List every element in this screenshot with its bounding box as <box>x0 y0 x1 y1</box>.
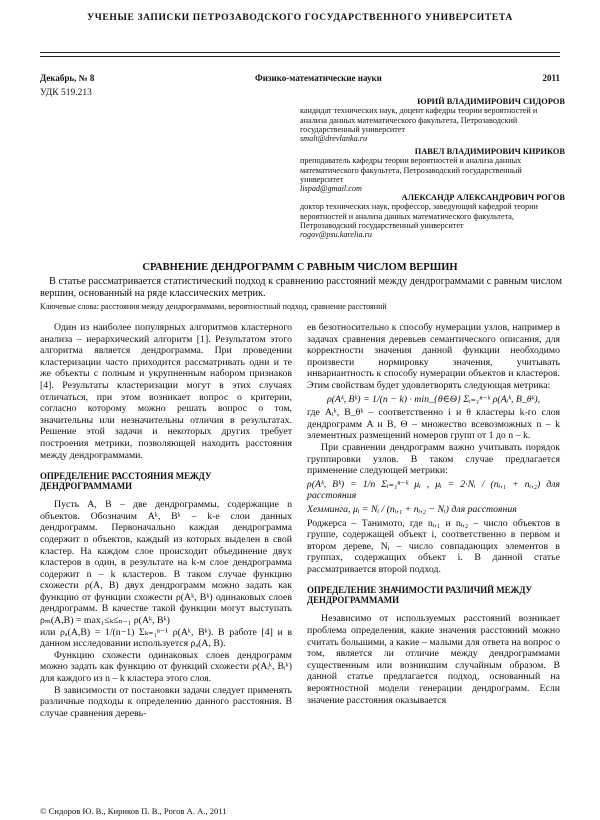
author-email[interactable]: lispad@gmail.com <box>300 184 362 194</box>
year-label: 2011 <box>542 73 560 83</box>
paragraph: Пусть A, B – две дендрограммы, содержащие n объектов. Обозначим Aᵏ, Bᵏ – k-е слои данных дендрограмм. Первоначально каждая дендрограмма содержит n объектов, каждый из которых выделен в свой кластер. На каждом слое происходит объединение двух кластеров в один, в результате на k-м слое дендрограмма содержит n – k кластеров. В таком случае функцию схожести ρ(A, B) двух дендрограмм можно задать как функцию от функции схожести ρ(Aᵏ, Bᵏ) одинаковых слоев дендрограмм. В качестве такой функции могут выступать ρₘ(A,B) = max₁≤ₖ≤ₙ₋₁ ρ(Aᵏ, Bᵏ) <box>40 499 292 627</box>
paragraph: Независимо от используемых расстояний возникает проблема определения, какие значения расстояний можно считать большими, а какие – малыми для ответа на вопрос о том, является ли отличие между дендрограммами существенным или возникшим случайным образом. В данной статье предлагается подход, основанный на вероятностной модели генерации дендрограмм. Если значение расстояния оказывается <box>307 613 560 706</box>
section-heading: ОПРЕДЕЛЕНИЕ РАССТОЯНИЯ МЕЖДУ ДЕНДРОГРАММАМИ <box>40 471 212 492</box>
author-email[interactable]: rogov@psu.karelia.ru <box>300 230 372 240</box>
paragraph: В зависимости от постановки задачи следует применять различные подходы к определению данного расстояния. В случае сравнения деревь- <box>40 684 292 719</box>
issue-meta <box>40 73 560 83</box>
author-name: ЮРИЙ ВЛАДИМИРОВИЧ СИДОРОВ <box>417 97 565 106</box>
formula-metric: ρ(Aᵏ, Bᵏ) = 1/(n − k) · min_{θ∈Θ} Σᵢ₌₁ⁿ⁻ᵏ ρ(Aᵢᵏ, B_θᵏ), <box>326 393 541 405</box>
right-column <box>307 322 560 706</box>
author-block-1 <box>300 97 565 143</box>
formula-rogers: Хемминга, μᵢ = Nᵢ / (nᵢ,₁ + nᵢ,₂ − Nᵢ) для расстояния <box>307 503 517 515</box>
author-email[interactable]: smalt@drevlanka.ru <box>300 134 368 144</box>
section-label: Физико-математические науки <box>255 73 382 83</box>
copyright: © Сидоров Ю. В., Кириков П. В., Рогов А. А., 2011 <box>40 806 227 816</box>
journal-title: УЧЕНЫЕ ЗАПИСКИ ПЕТРОЗАВОДСКОГО ГОСУДАРСТВЕННОГО УНИВЕРСИТЕТА <box>87 12 513 23</box>
paragraph: где Aᵢᵏ, B_θᵏ – соответственно i и θ кластеры k-го слоя дендрограмм A и B, Θ – множество всевозможных n – k элементных размещений номеров групп от 1 до n – k. <box>307 407 560 442</box>
article-title: СРАВНЕНИЕ ДЕНДРОГРАММ С РАВНЫМ ЧИСЛОМ ВЕРШИН <box>142 262 458 273</box>
section-heading: ОПРЕДЕЛЕНИЕ ЗНАЧИМОСТИ РАЗЛИЧИЙ МЕЖДУ ДЕНДРОГРАММАМИ <box>307 585 533 606</box>
author-name: ПАВЕЛ ВЛАДИМИРОВИЧ КИРИКОВ <box>414 147 565 156</box>
author-name: АЛЕКСАНДР АЛЕКСАНДРОВИЧ РОГОВ <box>401 193 565 202</box>
header-rule-bottom <box>40 56 560 57</box>
left-column <box>40 322 292 719</box>
paragraph: Роджерса – Танимото, где nᵢ,₁ и nᵢ,₂ – число объектов в группе, содержащей объект i, соответственно в первом и втором дереве, Nᵢ – число совпадающих элементов в группах, содержащих объект i. В данной статье рассматривается второй подход. <box>307 517 560 575</box>
paragraph: При сравнении дендрограмм важно учитывать порядок группировки узлов. В таком случае предлагается применение следующей метрики: <box>307 441 560 477</box>
issue-label: Декабрь, № 8 <box>40 73 95 83</box>
author-affiliation: преподаватель кафедры теории вероятностей и анализа данных математического факультета, Петрозаводский государственный университет <box>300 156 522 184</box>
paragraph: или ρₐ(A,B) = 1/(n−1) Σₖ₌₁ⁿ⁻¹ ρ(Aᵏ, Bᵏ). В работе [4] и в данном исследовании используется ρₐ(A, B). <box>40 626 292 650</box>
header-rule-top <box>40 52 560 53</box>
formula-hamming: ρ(Aᵏ, Bᵏ) = 1/n Σᵢ₌₁ⁿ⁻ᵏ μᵢ , μᵢ = 2·Nᵢ / (nᵢ,₁ + nᵢ,₂) для расстояния <box>307 478 560 502</box>
udk-code: УДК 519.213 <box>40 88 92 98</box>
paragraph: Функцию схожести одинаковых слоев дендрограмм можно задать как функцию от функций схожести ρ(Aᵢᵏ, Bᵢᵏ) для каждого из n – k кластера этого слоя. <box>40 649 292 685</box>
paragraph: ев безотносительно к способу нумерации узлов, например в задачах сравнения деревьев семантического описания, для корректности значения данной функции необходимо произвести нормировку значения, учитывать инвариантность к способу нумерации объектов и кластеров. Этим свойствам будет удовлетворять следующая метрика: <box>307 322 560 391</box>
author-block-2 <box>300 147 565 193</box>
keywords: Ключевые слова: расстояния между дендрограммами, вероятностный подход, сравнение расстояний <box>40 302 387 311</box>
paragraph: Один из наиболее популярных алгоритмов кластерного анализа – иерархический алгоритм [1]. Результатом этого алгоритма является дендрограмма. При проведении кластеризации часто приходится рассматривать одни и те же объекты с полным и укрупненным набором признаков [4]. Результаты кластеризации могут в этих случаях отличаться, при этом возникает вопрос о критерии, согласно которому можно решать вопрос о том, значительны или незначительны отличия в результатах. Решение этой задачи и некоторых других требует построения метрики, позволяющей находить расстояния между дендрограммами. <box>40 322 292 461</box>
abstract: В статье рассматривается статистический подход к сравнению расстояний между дендрограммами с равным числом вершин, основанный на ряде классических метрик. <box>40 276 562 299</box>
author-block-3 <box>300 193 565 239</box>
author-affiliation: кандидат технических наук, доцент кафедры теории вероятностей и анализа данных математического факультета, Петрозаводский государственный университет <box>300 106 538 134</box>
author-affiliation: доктор технических наук, профессор, заведующий кафедрой теории вероятностей и анализа данных математического факультета, Петрозаводский государственный университет <box>300 202 538 230</box>
